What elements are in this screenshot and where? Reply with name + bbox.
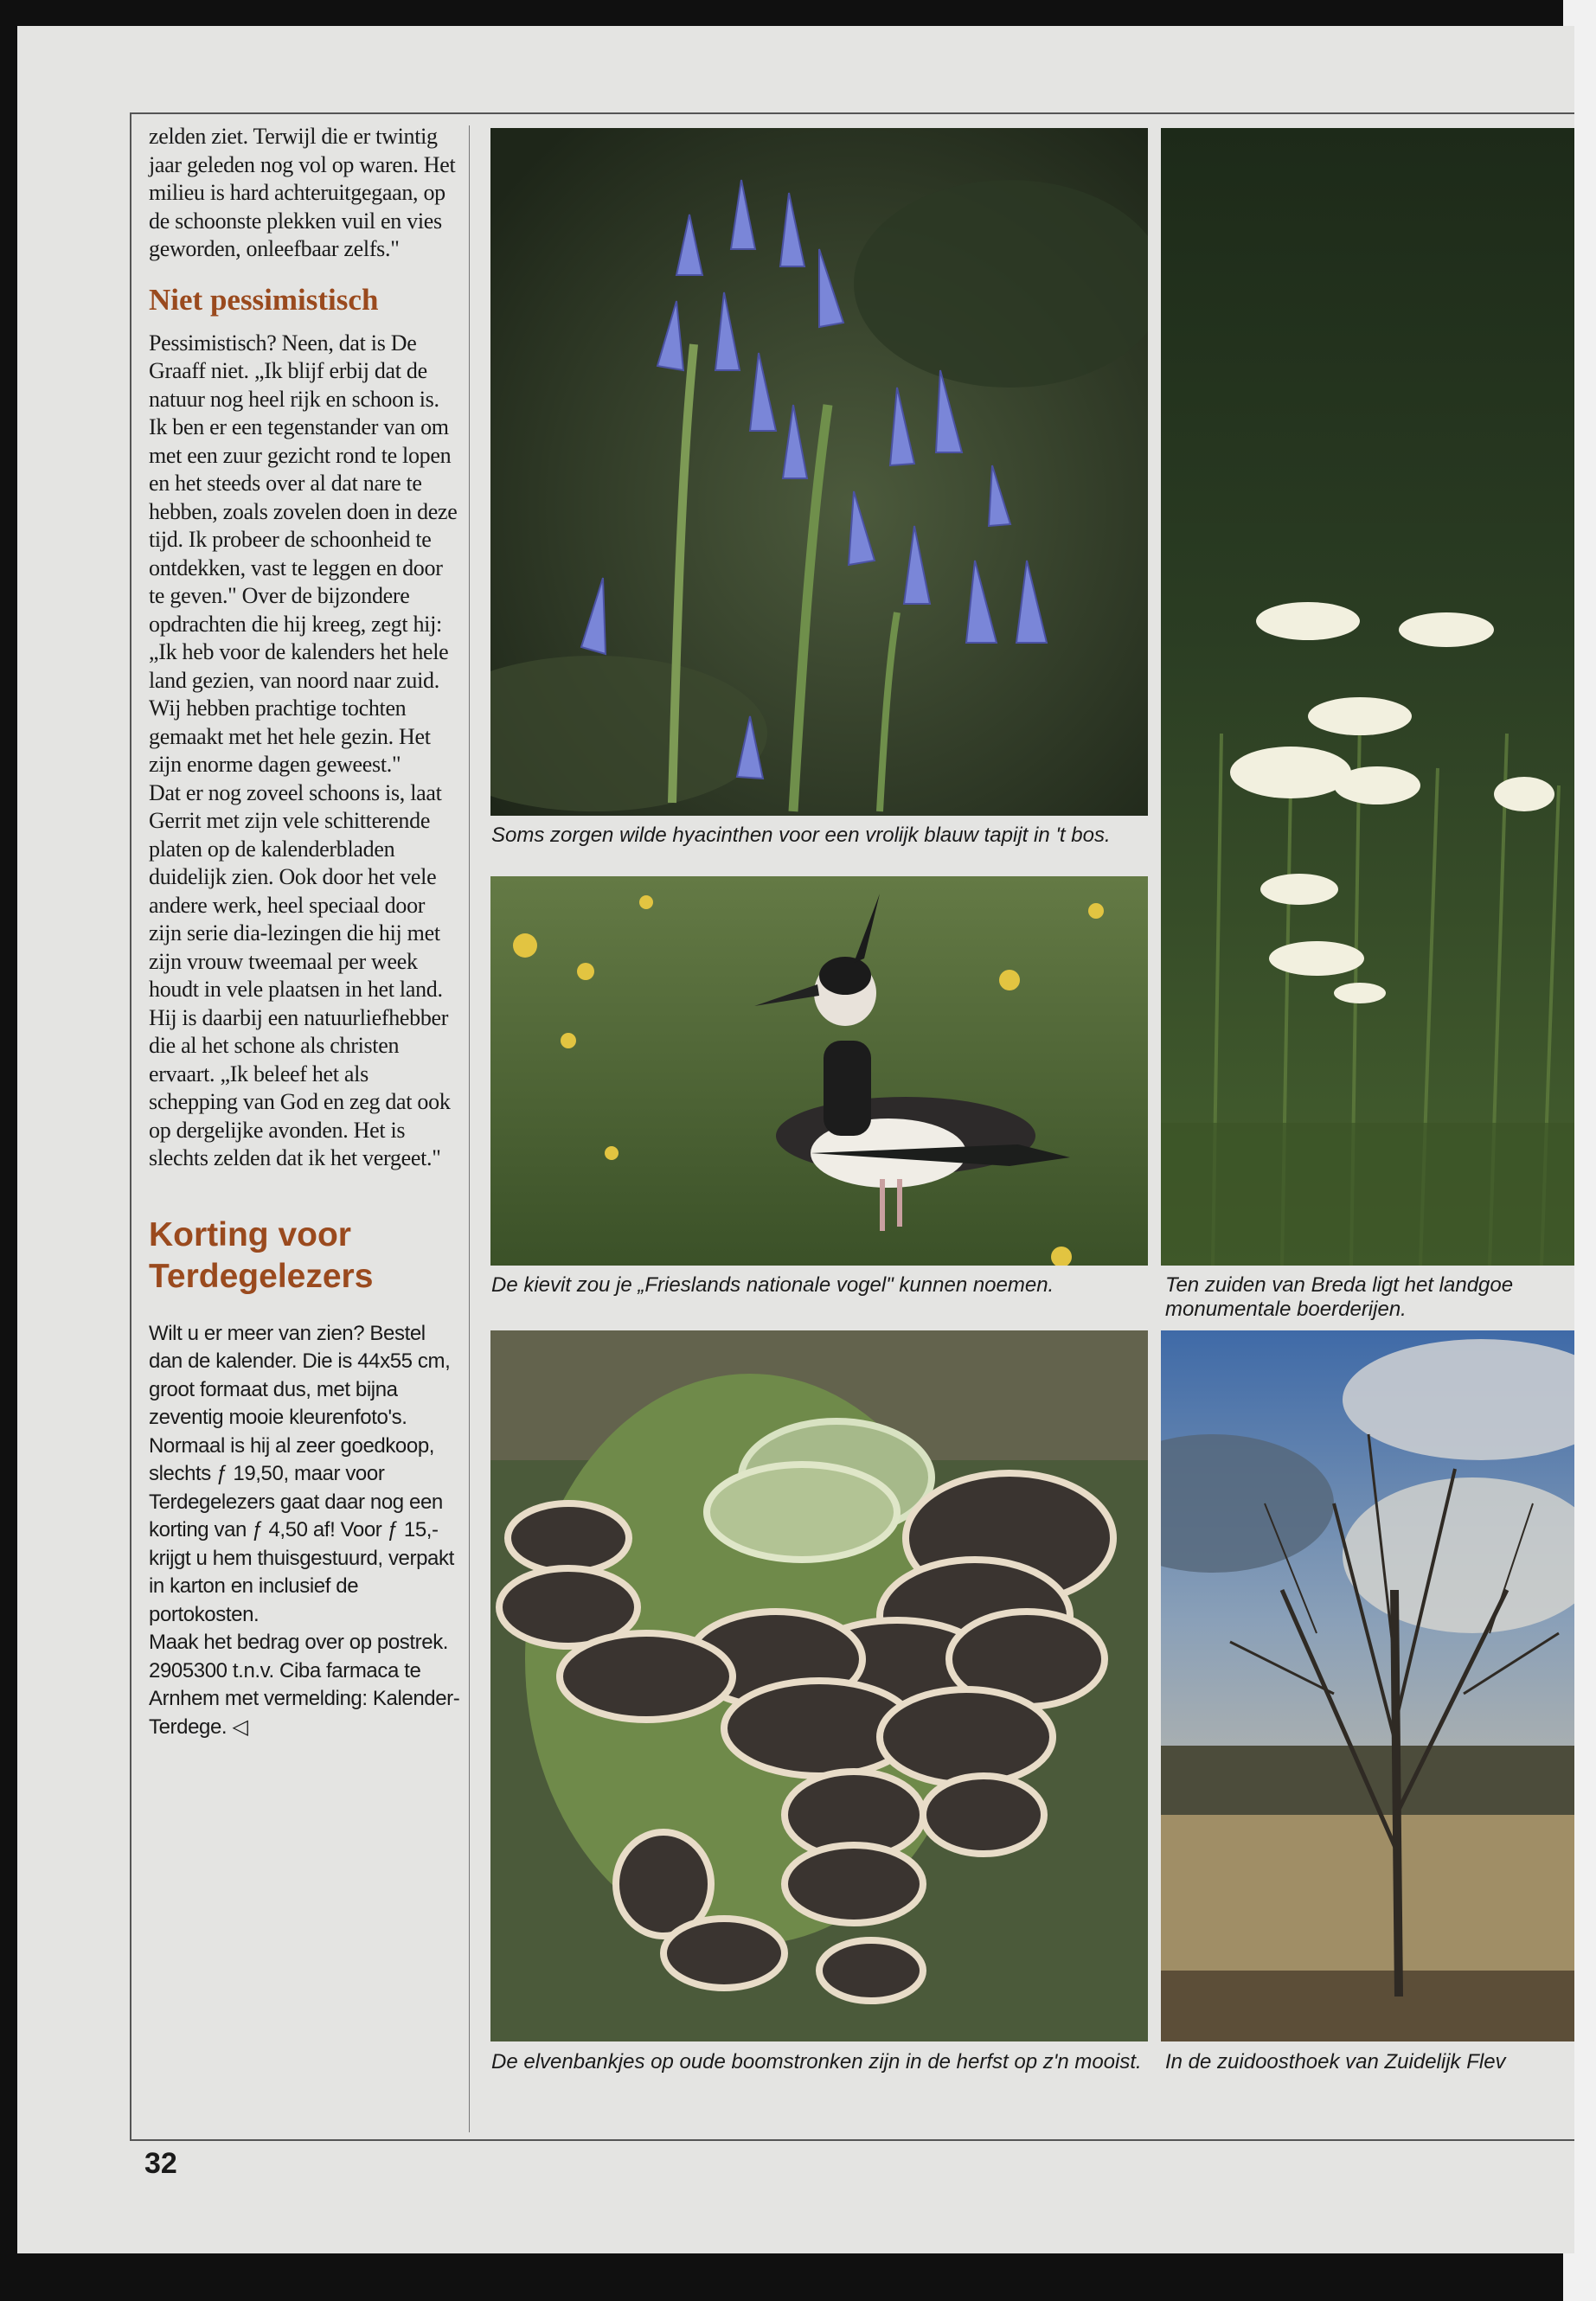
photo-caption: In de zuidoosthoek van Zuidelijk Flev: [1165, 2050, 1506, 2073]
column-divider: [469, 125, 470, 2132]
fungi-photo: [490, 1330, 1148, 2041]
page-number: 32: [144, 2147, 177, 2180]
offer-heading-line: Korting voor: [149, 1215, 351, 1253]
photo-caption: Ten zuiden van Breda ligt het landgoe monumentale boerderijen.: [1165, 1273, 1514, 1321]
frame-line: [130, 112, 1574, 114]
photo-caption: De kievit zou je „Frieslands nationale vogel" kunnen noemen.: [491, 1273, 1054, 1297]
hyacinth-photo: [490, 128, 1148, 816]
article-paragraph: zelden ziet. Terwijl die er twintig jaar geleden nog vol op waren. Het milieu is hard achteruitgegaan, op de schoonste plekken vuil en vies geworden, onleefbaar zelfs.": [149, 124, 456, 261]
tree-photo: [1161, 1330, 1574, 2041]
article-paragraph: Pessimistisch? Neen, dat is De Graaff niet. „Ik blijf erbij dat de natuur nog heel rijk en schoon is. Ik ben er een tegenstander van om met een zuur gezicht rond te lopen en het steeds over al dat nare te hebben, zoals zovelen doen in deze tijd. Ik probeer de schoonheid te ontdekken, vast te leggen en door te geven." Over de bijzondere opdrachten die hij kreeg, zegt hij: „Ik heb voor de kalenders het hele land gezien, van noord naar zuid. Wij hebben prachtige tochten gemaakt met het hele gezin. Het zijn enorme dagen geweest.": [149, 330, 458, 777]
offer-heading-line: Terdegelezers: [149, 1257, 374, 1295]
offer-paragraph: Maak het bedrag over op postrek. 2905300 t.n.v. Ciba farmaca te Arnhem met vermelding: Kalender-Terdege. ◁: [149, 1631, 460, 1739]
article-paragraph: Dat er nog zoveel schoons is, laat Gerrit met zijn vele schitterende platen op de kalenderbladen duidelijk zien. Ook door het vele andere werk, heel speciaal door zijn serie dia-lezingen die hij met zijn vrouw tweemaal per week houdt in vele plaatsen in het land. Hij is daarbij een natuurliefhebber die al het schone als christen ervaart. „Ik beleef het als schepping van God en zeg dat ook op dergelijke avonden. Het is slechts zelden dat ik het vergeet.": [149, 779, 451, 1170]
offer-heading: [149, 1215, 460, 1298]
magazine-page: [17, 26, 1574, 2253]
photo-caption: Soms zorgen wilde hyacinthen voor een vrolijk blauw tapijt in 't bos.: [491, 824, 1111, 847]
lapwing-photo: [490, 876, 1148, 1266]
photo-caption: De elvenbankjes op oude boomstronken zijn in de herfst op z'n mooist.: [491, 2050, 1142, 2073]
section-heading: Niet pessimistisch: [149, 282, 379, 317]
frame-line: [130, 112, 131, 2140]
offer-paragraph: Wilt u er meer van zien? Bestel dan de kalender. Die is 44x55 cm, groot formaat dus, met bijna zeventig mooie kleurenfoto's. Normaal is hij al zeer goedkoop, slechts ƒ 19,50, maar voor Terdegelezers gaat daar nog een korting van ƒ 4,50 af! Voor ƒ 15,- krijgt u hem thuisgestuurd, verpakt in karton en inclusief de portokosten.: [149, 1321, 454, 1626]
landscape-photo: [1161, 128, 1574, 1266]
article-column: [149, 123, 460, 1741]
frame-line: [130, 2139, 1574, 2141]
